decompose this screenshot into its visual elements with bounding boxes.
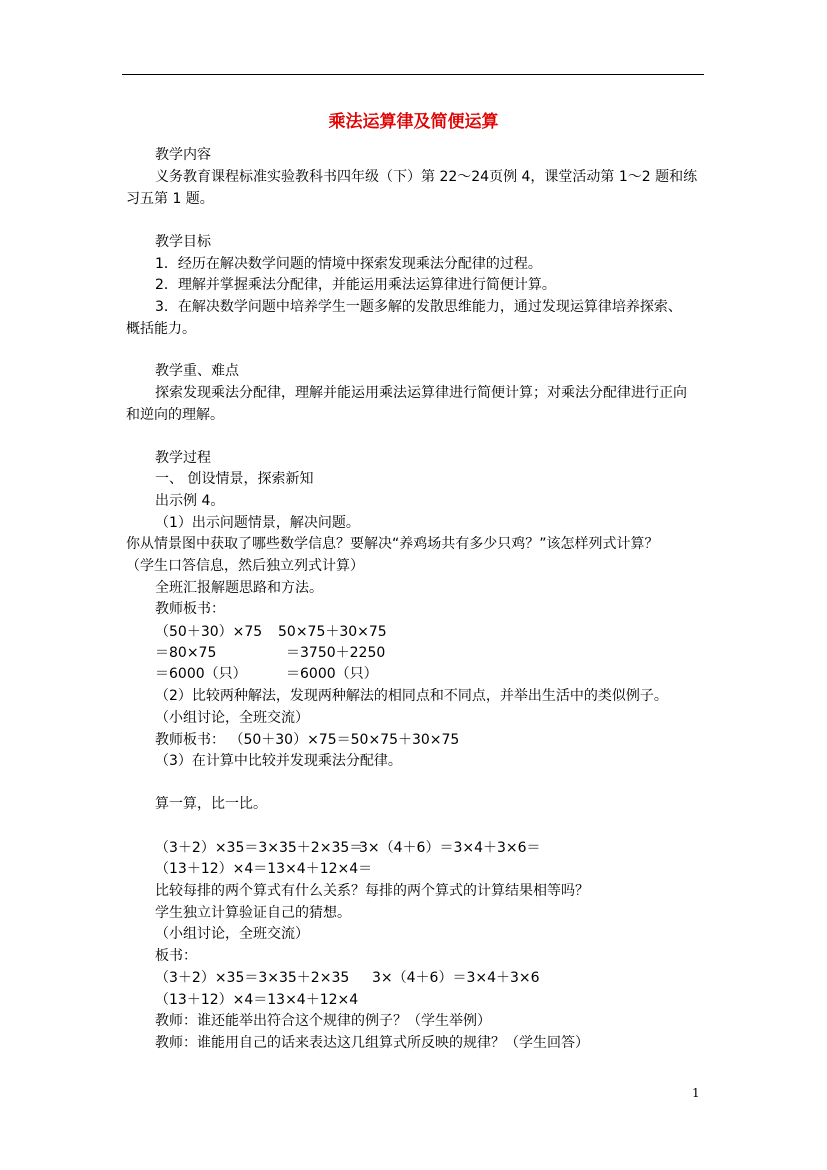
math-expression: （13＋12）×4＝13×4＋12×4 [155,992,359,1008]
paragraph: 教师：谁能用自己的话来表达这几组算式所反映的规律？（学生回答） [155,1035,589,1051]
paragraph: （2）比较两种解法，发现两种解法的相同点和不同点，并举出生活中的类似例子。 [155,688,668,704]
paragraph: 一、 创设情景，探索新知 [155,471,314,487]
math-expression: （50＋30）×75 [155,624,263,640]
paragraph: （1）出示问题情景，解决问题。 [155,515,360,531]
section-heading-content: 教学内容 [155,147,211,163]
list-item: 1．经历在解决数学问题的情境中探索发现乘法分配律的过程。 [155,256,542,272]
document-title: 乘法运算律及简便运算 [328,112,499,132]
header-rule [122,74,704,75]
paragraph: 板书： [155,948,197,964]
paragraph: 比较每排的两个算式有什么关系？每排的两个算式的计算结果相等吗？ [155,883,589,899]
math-expression: （13＋12）×4＝13×4＋12×4＝ [155,861,373,877]
math-expression: 50×75＋30×75 [278,624,387,640]
section-heading-goals: 教学目标 [155,234,211,250]
paragraph: （小组讨论，全班交流） [155,710,309,726]
paragraph: 习五第 1 题。 [126,191,214,207]
paragraph: 你从情景图中获取了哪些数学信息？要解决“养鸡场共有多少只鸡？”该怎样列式计算？ [126,536,659,552]
page-number: 1 [692,1086,700,1100]
math-expression: ＝80×75 [155,645,217,661]
paragraph: 义务教育课程标准实验教科书四年级（下）第 22～24页例 4，课堂活动第 1～2 题和练 [155,169,698,185]
list-item: 2．理解并掌握乘法分配律，并能运用乘法运算律进行简便计算。 [155,277,556,293]
paragraph: 算一算，比一比。 [155,796,267,812]
section-heading-key-points: 教学重、难点 [155,363,239,379]
paragraph: 学生独立计算验证自己的猜想。 [155,905,351,921]
paragraph: （3）在计算中比较并发现乘法分配律。 [155,753,402,769]
paragraph: 教师板书： （50＋30）×75＝50×75＋30×75 [155,732,460,748]
paragraph: 和逆向的理解。 [126,407,224,423]
paragraph: 全班汇报解题思路和方法。 [155,580,323,596]
section-heading-process: 教学过程 [155,450,211,466]
math-expression: 3×（4＋6）＝3×4＋3×6＝ [359,840,541,856]
paragraph: 出示例 4。 [155,493,225,509]
paragraph: 教师：谁还能举出符合这个规律的例子？（学生举例） [155,1013,491,1029]
paragraph: 教师板书： [155,601,225,617]
list-item: 3．在解决数学问题中培养学生一题多解的发散思维能力，通过发现运算律培养探索、 [155,299,682,315]
paragraph: （学生口答信息，然后独立列式计算） [126,558,364,574]
math-expression: ＝6000（只） [286,666,378,682]
list-item: 概括能力。 [126,321,196,337]
math-expression: 3×（4＋6）＝3×4＋3×6 [372,970,540,986]
math-expression: （3＋2）×35＝3×35＋2×35 [155,970,350,986]
math-expression: （3＋2）×35＝3×35＋2×35＝ [155,840,364,856]
paragraph: （小组讨论，全班交流） [155,926,309,942]
math-expression: ＝3750＋2250 [286,645,386,661]
paragraph: 探索发现乘法分配律，理解并能运用乘法运算律进行简便计算；对乘法分配律进行正向 [155,385,687,401]
math-expression: ＝6000（只） [155,666,247,682]
